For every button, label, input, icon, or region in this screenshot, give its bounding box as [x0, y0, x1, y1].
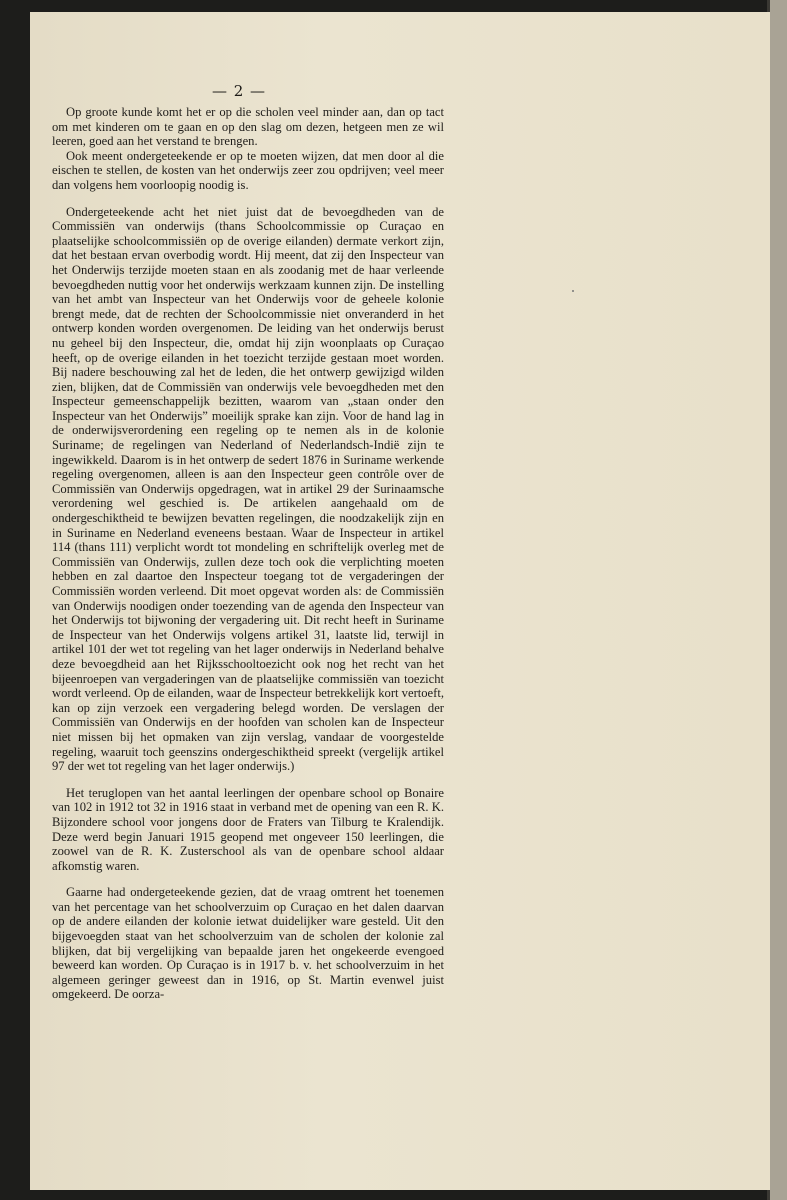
speck [572, 290, 574, 292]
body-text [52, 105, 444, 1002]
paragraph-1: Op groote kunde komt het er op die scholen veel minder aan, dan op tact om met kinderen om te gaan en op den slag om dezen, hetgeen men ze wil leeren, goed aan het verstand te brengen. [52, 105, 444, 149]
paragraph-5: Gaarne had ondergeteekende gezien, dat de vraag omtrent het toenemen van het percentage van het schoolverzuim op Curaçao en het dalen daarvan op de andere eilanden der kolonie ietwat duidelijker ware gesteld. Uit den bijgevoegden staat van het schoolverzuim van de scholen der kolonie zal blijken, dat bij vergelijking van bepaalde jaren het ongekeerde evengoed beweerd kan worden. Op Curaçao is in 1917 b. v. het schoolverzuim in het algemeen geringer geweest dan in 1916, op St. Martin evenwel juist omgekeerd. De oorza- [52, 885, 444, 1002]
page-number: — 2 — [211, 82, 267, 100]
document-page [30, 12, 770, 1190]
scan-margin-strip [770, 0, 787, 1200]
paragraph-2: Ook meent ondergeteekende er op te moeten wijzen, dat men door al die eischen te stellen, de kosten van het onderwijs zeer zou opdrijven; veel meer dan volgens hem voorloopig noodig is. [52, 148, 444, 192]
paragraph-4: Het teruglopen van het aantal leerlingen der openbare school op Bonaire van 102 in 1912 tot 32 in 1916 staat in verband met de opening van een R. K. Bijzondere school voor jongens door de Fraters van Tilburg te Kralendijk. Deze werd begin Januari 1915 geopend met ongeveer 150 leerlingen, die zoowel van de R. K. Zusterschool als van de openbare school aldaar afkomstig waren. [52, 785, 444, 873]
paragraph-3: Ondergeteekende acht het niet juist dat de bevoegdheden van de Commissiën van onderwijs (thans Schoolcommissie op Curaçao en plaatselijke schoolcommissiën op de overige eilanden) dermate verkort zijn, dat het bestaan ervan overbodig wordt. Hij meent, dat zij den Inspecteur van het Onderwijs terzijde moeten staan en als zoodanig met de haar verleende bevoegdheden nuttig voor het onderwijs werkzaam kunnen zijn. De instelling van het ambt van Inspecteur van het Onderwijs voor de geheele kolonie brengt mede, dat de rechten der Schoolcommissie niet onveranderd in het ontwerp konden worden overgenomen. De leiding van het onderwijs berust nu geheel bij den Inspecteur, die, omdat hij zijn woonplaats op Curaçao heeft, op de overige eilanden in het toezicht terzijde gestaan moet worden. Bij nadere beschouwing zal het de leden, die het ontwerp gewijzigd wilden zien, blijken, dat de Commissiën van onderwijs vele bevoegdheden met den Inspecteur gemeenschappelijk bezitten, waarom van „staan onder den Inspecteur van het Onderwijs” moeilijk sprake kan zijn. Voor de hand lag in de onderwijsverordening een regeling op te nemen als in de kolonie Suriname; de regelingen van Nederland of Nederlandsch-Indië zijn te ingewikkeld. Daarom is in het ontwerp de sedert 1876 in Suriname werkende regeling overgenomen, alleen is aan den Inspecteur geen contrôle over de Commissiën van Onderwijs opgedragen, wat in artikel 29 der Surinaamsche verordening wel geschied is. De artikelen aangehaald om de ondergeschiktheid te bewijzen bevatten regelingen, die noodzakelijk zijn en in Suriname en Nederland eveneens bestaan. Waar de Inspecteur in artikel 114 (thans 111) verplicht wordt tot mondeling en schriftelijk overleg met de Commissiën van Onderwijs, zullen deze toch ook die verplichting moeten hebben en zal daartoe den Inspecteur toegang tot de vergaderingen der Commissiën worden verleend. Dit moet opgevat worden als: de Commissiën van Onderwijs noodigen onder toezending van de agenda den Inspecteur van het Onderwijs tot bijwoning der vergadering uit. Dit recht heeft in Suriname de Inspecteur van het Onderwijs volgens artikel 31, laatste lid, terwijl in artikel 101 der wet tot regeling van het lager onderwijs in Nederland behalve deze bevoegdheid aan het Rijksschooltoezicht ook nog het recht van het bijeenroepen van vergaderingen van de plaatselijke commissiën van toezicht wordt verleend. Op de eilanden, waar de Inspecteur betrekkelijk kort vertoeft, kan op zijn verzoek een vergadering belegd worden. De verslagen der Commissiën van Onderwijs en der hoofden van scholen kan de Inspecteur niet missen bij het opmaken van zijn verslag, vandaar de voorgestelde regeling, waaruit toch geenszins ondergeschiktheid spreekt (vergelijk artikel 97 der wet tot regeling van het lager onderwijs.) [52, 204, 444, 774]
